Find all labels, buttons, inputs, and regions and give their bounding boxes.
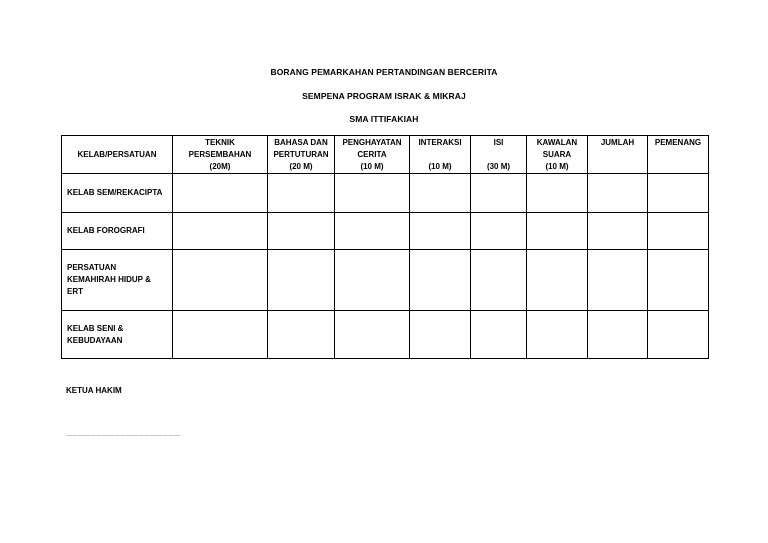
score-cell[interactable] [268, 213, 335, 250]
total-cell[interactable] [588, 174, 648, 213]
score-cell[interactable] [471, 311, 527, 359]
score-cell[interactable] [335, 250, 410, 311]
column-header-interaksi [410, 136, 471, 174]
score-cell[interactable] [335, 174, 410, 213]
column-header-marks: (10 M) [360, 162, 384, 171]
score-cell[interactable] [471, 250, 527, 311]
score-cell[interactable] [527, 174, 588, 213]
score-cell[interactable] [173, 174, 268, 213]
column-header-marks: (30 M) [486, 162, 511, 171]
column-header-label: INTERAKSI [418, 138, 462, 147]
column-header-label: PENGHAYATAN CERITA [342, 138, 402, 159]
score-cell[interactable] [268, 174, 335, 213]
score-cell[interactable] [410, 213, 471, 250]
score-cell[interactable] [268, 250, 335, 311]
column-header-kelab [62, 136, 173, 174]
score-cell[interactable] [173, 250, 268, 311]
score-cell[interactable] [471, 174, 527, 213]
winner-cell[interactable] [648, 250, 709, 311]
total-cell[interactable] [588, 311, 648, 359]
document-title: BORANG PEMARKAHAN PERTANDINGAN BERCERITA [270, 67, 498, 77]
column-header-pemenang [648, 136, 709, 174]
scoring-table [61, 135, 709, 359]
score-cell[interactable] [335, 311, 410, 359]
score-cell[interactable] [410, 174, 471, 213]
row-label: KELAB FOROGRAFI [62, 213, 173, 250]
column-header-kawalan [527, 136, 588, 174]
score-cell[interactable] [527, 311, 588, 359]
chief-judge-label: KETUA HAKIM [66, 386, 122, 395]
column-header-label: BAHASA DAN PERTUTURAN [273, 138, 329, 159]
column-header-jumlah [588, 136, 648, 174]
row-label: PERSATUAN KEMAHIRAH HIDUP & ERT [62, 250, 173, 311]
table-row [62, 311, 709, 359]
score-cell[interactable] [527, 213, 588, 250]
row-label: KELAB SEM/REKACIPTA [62, 174, 173, 213]
column-header-label: JUMLAH [600, 138, 635, 147]
column-header-marks: (10 M) [545, 162, 569, 171]
table-row [62, 174, 709, 213]
score-cell[interactable] [335, 213, 410, 250]
column-header-marks: (20 M) [289, 162, 313, 171]
column-header-isi [471, 136, 527, 174]
score-cell[interactable] [173, 213, 268, 250]
column-header-bahasa [268, 136, 335, 174]
score-cell[interactable] [410, 250, 471, 311]
column-header-penghayatan [335, 136, 410, 174]
score-cell[interactable] [173, 311, 268, 359]
table-header-row [62, 136, 709, 174]
column-header-marks: (10 M) [428, 162, 452, 171]
score-cell[interactable] [410, 311, 471, 359]
total-cell[interactable] [588, 213, 648, 250]
column-header-label: ISI [493, 138, 504, 147]
table-row [62, 250, 709, 311]
score-cell[interactable] [527, 250, 588, 311]
total-cell[interactable] [588, 250, 648, 311]
winner-cell[interactable] [648, 213, 709, 250]
winner-cell[interactable] [648, 174, 709, 213]
column-header-label: KELAB/PERSATUAN [77, 150, 157, 159]
score-cell[interactable] [471, 213, 527, 250]
column-header-label: TEKNIK PERSEMBAHAN [188, 138, 252, 159]
score-cell[interactable] [268, 311, 335, 359]
column-header-marks: (20M) [209, 162, 231, 171]
winner-cell[interactable] [648, 311, 709, 359]
school-name: SMA ITTIFAKIAH [349, 114, 419, 124]
column-header-label: PEMENANG [654, 138, 702, 147]
column-header-label: KAWALAN SUARA [536, 138, 578, 159]
column-header-spacer [410, 149, 470, 161]
signature-line: ………………………………………………… [66, 432, 180, 438]
row-label: KELAB SENI & KEBUDAYAAN [62, 311, 173, 359]
table-row [62, 213, 709, 250]
document-subtitle: SEMPENA PROGRAM ISRAK & MIKRAJ [302, 91, 466, 101]
column-header-teknik [173, 136, 268, 174]
column-header-spacer [471, 149, 526, 161]
